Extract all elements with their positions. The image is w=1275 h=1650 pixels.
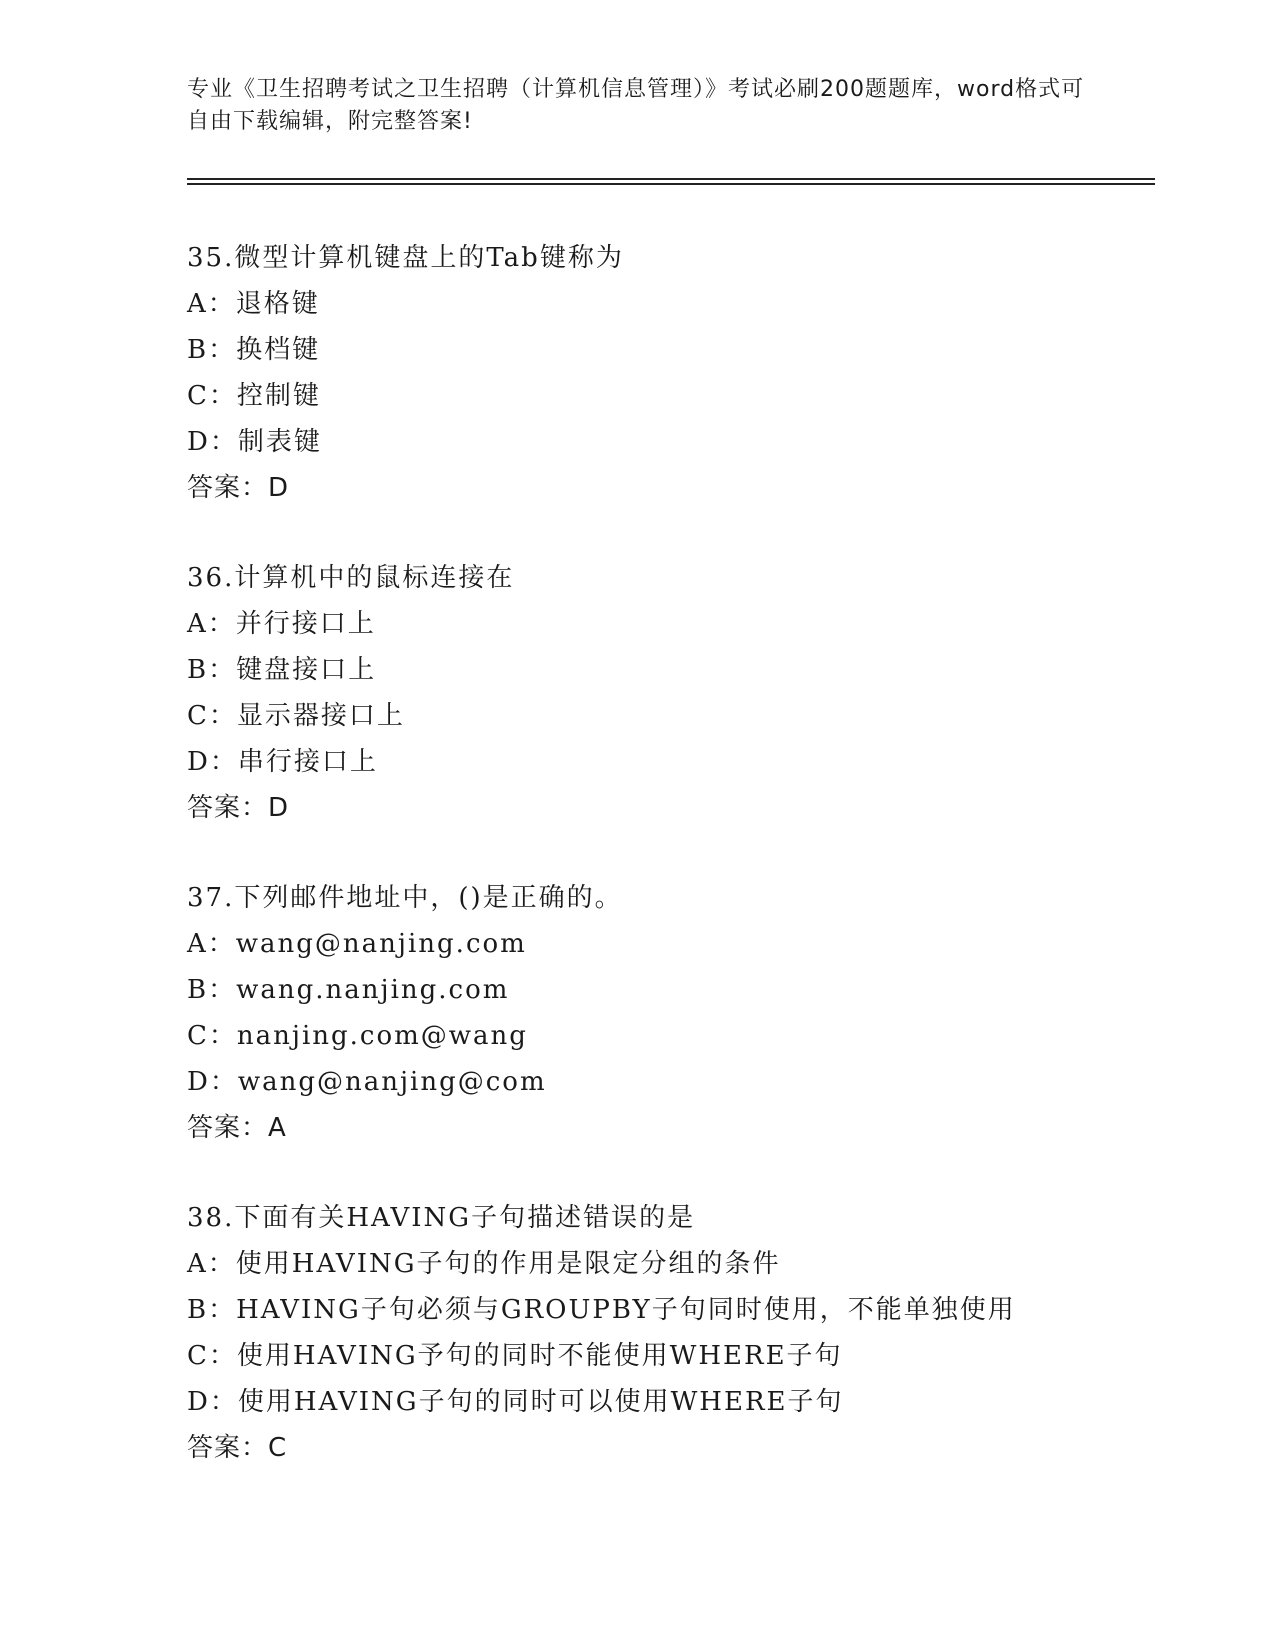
option-c: C：控制键: [187, 381, 321, 411]
option-a: A：wang@nanjing.com: [187, 929, 527, 959]
question-title: 36.计算机中的鼠标连接在: [187, 563, 515, 593]
option-c: C：显示器接口上: [187, 701, 405, 731]
header-divider-top: [187, 178, 1155, 180]
document-header: 专业《卫生招聘考试之卫生招聘（计算机信息管理）》考试必刷200题题库，word格式可自由下载编辑，附完整答案!: [187, 77, 1085, 134]
answer-line: 答案：C: [187, 1433, 288, 1463]
question-title: 38.下面有关HAVING子句描述错误的是: [187, 1203, 696, 1233]
option-b: B：键盘接口上: [187, 655, 377, 685]
question-37: [187, 875, 1147, 1151]
option-d: D：制表键: [187, 427, 322, 457]
option-d: D：串行接口上: [187, 747, 378, 777]
answer-line: 答案：A: [187, 1113, 287, 1143]
question-35: [187, 235, 1147, 511]
answer-line: 答案：D: [187, 793, 290, 823]
option-a: A：使用HAVING子句的作用是限定分组的条件: [187, 1249, 781, 1279]
option-a: A：退格键: [187, 289, 320, 319]
question-36: [187, 555, 1147, 831]
question-title: 35.微型计算机键盘上的Tab键称为: [187, 243, 624, 273]
option-b: B：HAVING子句必须与GROUPBY子句同时使用，不能单独使用: [187, 1295, 1016, 1325]
question-title: 37.下列邮件地址中，()是正确的。: [187, 883, 623, 913]
option-c: C：nanjing.com@wang: [187, 1021, 528, 1051]
answer-line: 答案：D: [187, 473, 290, 503]
question-38: [187, 1195, 1147, 1471]
option-d: D：wang@nanjing@com: [187, 1067, 547, 1097]
header-divider-bottom: [187, 183, 1155, 185]
option-d: D：使用HAVING子句的同时可以使用WHERE子句: [187, 1387, 844, 1417]
option-b: B：wang.nanjing.com: [187, 975, 510, 1005]
option-b: B：换档键: [187, 335, 321, 365]
option-c: C：使用HAVING予句的同时不能使用WHERE子句: [187, 1341, 843, 1371]
option-a: A：并行接口上: [187, 609, 376, 639]
